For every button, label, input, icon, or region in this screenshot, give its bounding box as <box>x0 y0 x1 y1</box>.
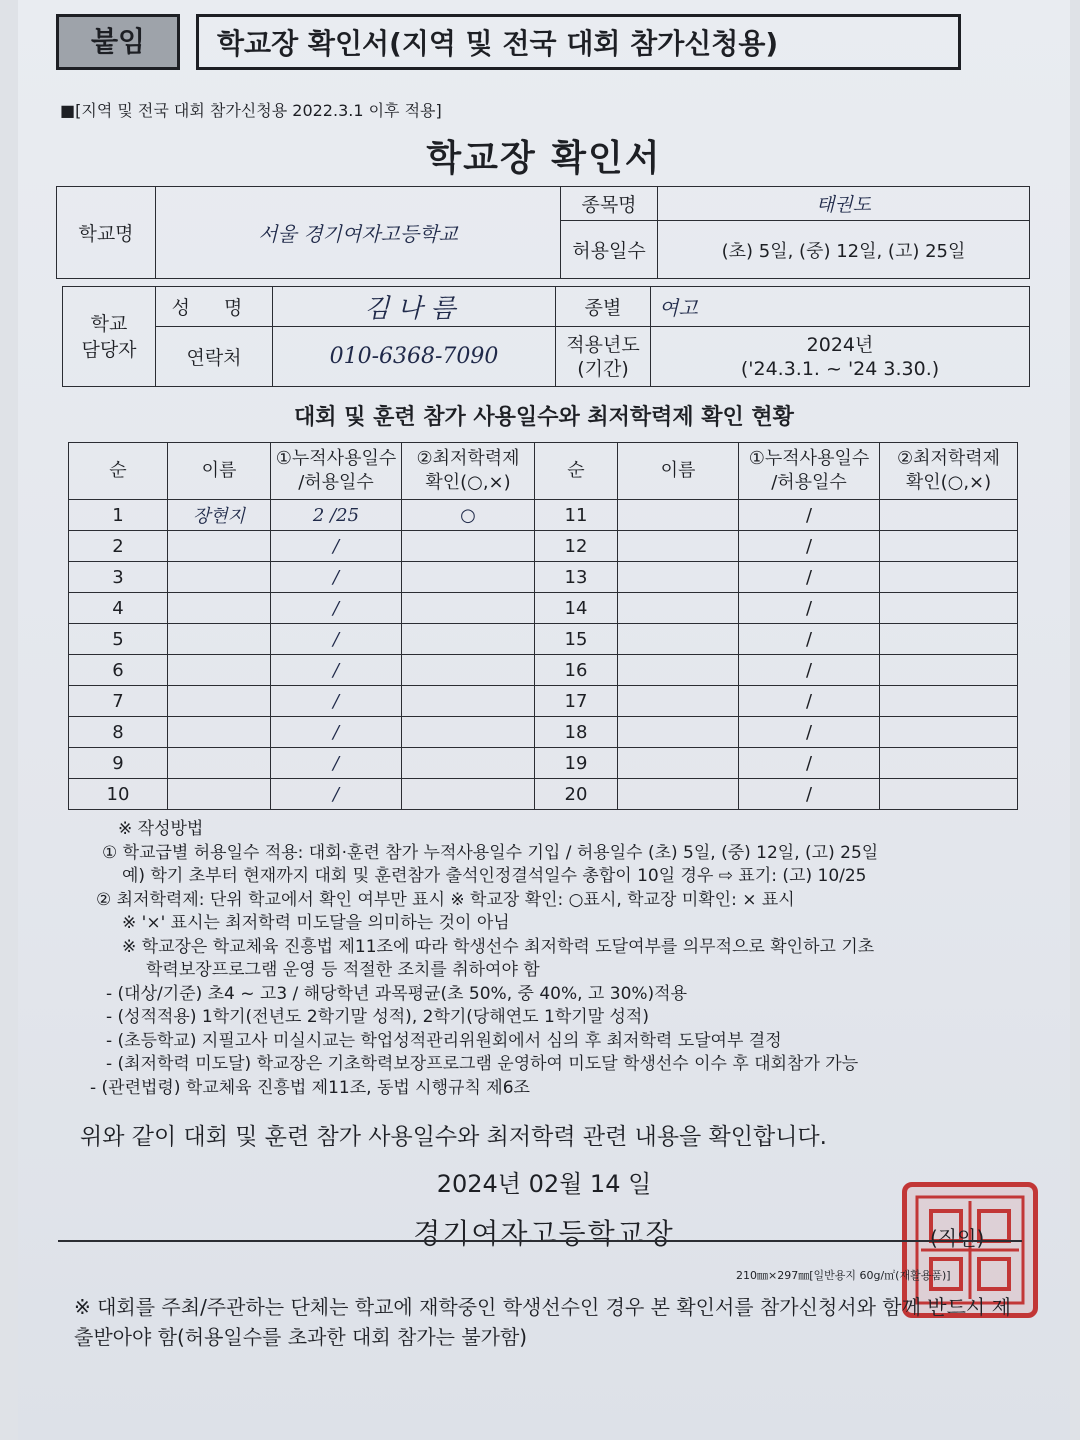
days-used: / <box>271 593 402 624</box>
table-row <box>69 593 1018 624</box>
row-number: 13 <box>535 562 618 593</box>
note-line: 예) 학기 초부터 현재까지 대회 및 훈련참가 출석인정결석일수 총합이 10일 경우 ⇨ 표기: (고) 10/25 <box>122 866 867 886</box>
event-label: 종목명 <box>561 187 658 221</box>
days-used: / <box>739 748 880 779</box>
table-row <box>69 562 1018 593</box>
gender-value: 여고 <box>651 287 1030 327</box>
row-number: 14 <box>535 593 618 624</box>
paper-spec: 210㎜×297㎜[일반용지 60g/㎡(재활용품)] <box>736 1269 951 1282</box>
gender-label: 종별 <box>556 287 651 327</box>
row-number: 18 <box>535 717 618 748</box>
days-used: / <box>739 531 880 562</box>
section-title: 대회 및 훈련 참가 사용일수와 최저학력제 확인 현황 <box>294 405 794 430</box>
note-line: ② 최저학력제: 단위 학교에서 확인 여부만 표시 ※ 학교장 확인: ○표시, 학교장 미확인: × 표시 <box>96 889 795 910</box>
period-value: ('24.3.1. ~ '24 3.30.) <box>740 357 940 380</box>
student-name <box>618 748 739 779</box>
attachment-tag: 붙임 <box>56 14 180 70</box>
row-number: 10 <box>69 779 168 810</box>
academic-check <box>402 624 535 655</box>
student-name <box>168 531 271 562</box>
days-used: / <box>271 779 402 810</box>
row-number: 8 <box>69 717 168 748</box>
student-name <box>618 624 739 655</box>
row-number: 17 <box>535 686 618 717</box>
academic-check <box>402 686 535 717</box>
student-name <box>618 717 739 748</box>
manager-label: 학교 담당자 <box>63 287 156 387</box>
participation-table <box>68 442 1018 810</box>
academic-check <box>880 593 1018 624</box>
academic-check <box>880 748 1018 779</box>
days-used: / <box>271 624 402 655</box>
academic-check <box>880 655 1018 686</box>
row-number: 6 <box>69 655 168 686</box>
issue-date: 2024년 02월 14 일 <box>436 1170 652 1198</box>
row-number: 1 <box>69 500 168 531</box>
participation-rows <box>69 500 1018 810</box>
row-number: 11 <box>535 500 618 531</box>
event-value: 태권도 <box>658 187 1030 221</box>
year-label: 적용년도 (기간) <box>556 327 651 387</box>
student-name <box>168 779 271 810</box>
row-number: 7 <box>69 686 168 717</box>
table-row <box>69 779 1018 810</box>
note-line: ① 학교급별 허용일수 적용: 대회·훈련 참가 누적사용일수 기입 / 허용일수 (초) 5일, (중) 12일, (고) 25일 <box>102 842 879 863</box>
school-label: 학교명 <box>57 187 156 279</box>
days-used: / <box>271 655 402 686</box>
year-cell <box>651 327 1030 387</box>
student-name <box>168 717 271 748</box>
academic-check <box>880 562 1018 593</box>
student-name <box>168 593 271 624</box>
row-number: 19 <box>535 748 618 779</box>
row-number: 9 <box>69 748 168 779</box>
seal-label: (직인) <box>930 1226 985 1250</box>
days-used: / <box>271 686 402 717</box>
student-name <box>168 748 271 779</box>
academic-check <box>880 531 1018 562</box>
table-row <box>69 717 1018 748</box>
days-used: / <box>739 686 880 717</box>
header-days-2: ①누적사용일수 /허용일수 <box>739 443 880 500</box>
header-name: 이름 <box>168 443 271 500</box>
row-number: 4 <box>69 593 168 624</box>
student-name <box>168 562 271 593</box>
footer-note: ※ 대회를 주최/주관하는 단체는 학교에 재학중인 학생선수인 경우 본 확인서를 참가신청서와 함께 반드시 제출받아야 함(허용일수를 초과한 대회 참가는 불가함) <box>74 1295 1011 1349</box>
header-name-2: 이름 <box>618 443 739 500</box>
academic-check <box>880 717 1018 748</box>
row-number: 15 <box>535 624 618 655</box>
table-row <box>69 500 1018 531</box>
document-page <box>18 0 1070 1440</box>
form-title: 학교장 확인서 <box>426 138 662 179</box>
header-no-2: 순 <box>535 443 618 500</box>
row-number: 20 <box>535 779 618 810</box>
student-name <box>618 562 739 593</box>
days-used: / <box>739 655 880 686</box>
header-academic-2: ②최저학력제 확인(○,×) <box>880 443 1018 500</box>
student-name: 장현지 <box>168 500 271 531</box>
name-value: 김나름 <box>273 287 556 327</box>
student-name <box>168 624 271 655</box>
issuer-name: 경기여자고등학교장 <box>413 1217 675 1250</box>
row-number: 3 <box>69 562 168 593</box>
days-used: / <box>271 748 402 779</box>
student-name <box>618 686 739 717</box>
table-row <box>69 655 1018 686</box>
contact-value: 010-6368-7090 <box>273 327 556 387</box>
academic-check <box>402 717 535 748</box>
student-name <box>618 500 739 531</box>
academic-check <box>402 593 535 624</box>
academic-check <box>880 624 1018 655</box>
note-line: - (대상/기준) 초4 ~ 고3 / 해당학년 과목평균(초 50%, 중 40%, 고 30%)적용 <box>106 983 688 1004</box>
row-number: 12 <box>535 531 618 562</box>
academic-check <box>402 531 535 562</box>
note-line: - (관련법령) 학교체육 진흥법 제11조, 동법 시행규칙 제6조 <box>90 1077 530 1098</box>
student-name <box>618 531 739 562</box>
header-academic: ②최저학력제 확인(○,×) <box>402 443 535 500</box>
divider <box>58 1240 1022 1242</box>
academic-check: ○ <box>402 500 535 531</box>
table-row <box>69 748 1018 779</box>
note-line: - (초등학교) 지필고사 미실시교는 학업성적관리위원회에서 심의 후 최저학력 도달여부 결정 <box>106 1030 782 1051</box>
academic-check <box>880 686 1018 717</box>
student-name <box>618 779 739 810</box>
student-name <box>168 655 271 686</box>
instructions <box>82 818 1042 1100</box>
student-name <box>618 655 739 686</box>
academic-check <box>880 500 1018 531</box>
days-used: / <box>739 500 880 531</box>
allowed-days-label: 허용일수 <box>561 221 658 279</box>
academic-check <box>402 779 535 810</box>
note-line: - (최저학력 미도달) 학교장은 기초학력보장프로그램 운영하여 미도달 학생선수 이수 후 대회참가 가능 <box>106 1054 859 1074</box>
days-used: / <box>739 717 880 748</box>
school-value: 서울 경기여자고등학교 <box>156 187 561 279</box>
days-used: / <box>739 779 880 810</box>
year-value: 2024년 <box>806 333 874 356</box>
days-used: 2 /25 <box>271 500 402 531</box>
allowed-days-value: (초) 5일, (중) 12일, (고) 25일 <box>658 221 1030 279</box>
academic-check <box>880 779 1018 810</box>
academic-check <box>402 748 535 779</box>
days-used: / <box>739 624 880 655</box>
row-number: 5 <box>69 624 168 655</box>
days-used: / <box>739 593 880 624</box>
academic-check <box>402 655 535 686</box>
school-info-table <box>56 186 1030 279</box>
days-used: / <box>271 717 402 748</box>
table-row <box>69 531 1018 562</box>
note-line: ※ '×' 표시는 최저학력 미도달을 의미하는 것이 아님 <box>122 913 510 933</box>
manager-info-table <box>62 286 1030 387</box>
note-line: - (성적적용) 1학기(전년도 2학기말 성적), 2학기(당해연도 1학기말 성적) <box>106 1007 649 1027</box>
name-label: 성 명 <box>156 287 273 327</box>
student-name <box>618 593 739 624</box>
student-name <box>168 686 271 717</box>
days-used: / <box>271 531 402 562</box>
confirmation-statement: 위와 같이 대회 및 훈련 참가 사용일수와 최저학력 관련 내용을 확인합니다. <box>80 1124 827 1150</box>
academic-check <box>402 562 535 593</box>
table-row <box>69 686 1018 717</box>
contact-label: 연락처 <box>156 327 273 387</box>
table-row <box>69 624 1018 655</box>
header-no: 순 <box>69 443 168 500</box>
row-number: 16 <box>535 655 618 686</box>
document-header-title: 학교장 확인서(지역 및 전국 대회 참가신청용) <box>196 14 961 70</box>
row-number: 2 <box>69 531 168 562</box>
form-subtitle: ■[지역 및 전국 대회 참가신청용 2022.3.1 이후 적용] <box>60 101 442 120</box>
note-line: 학력보장프로그램 운영 등 적절한 조치를 취하여야 함 <box>146 960 540 980</box>
days-used: / <box>739 562 880 593</box>
note-line: ※ 작성방법 <box>118 819 204 839</box>
days-used: / <box>271 562 402 593</box>
header-days: ①누적사용일수 /허용일수 <box>271 443 402 500</box>
note-line: ※ 학교장은 학교체육 진흥법 제11조에 따라 학생선수 최저학력 도달여부를 의무적으로 확인하고 기초 <box>122 936 875 957</box>
